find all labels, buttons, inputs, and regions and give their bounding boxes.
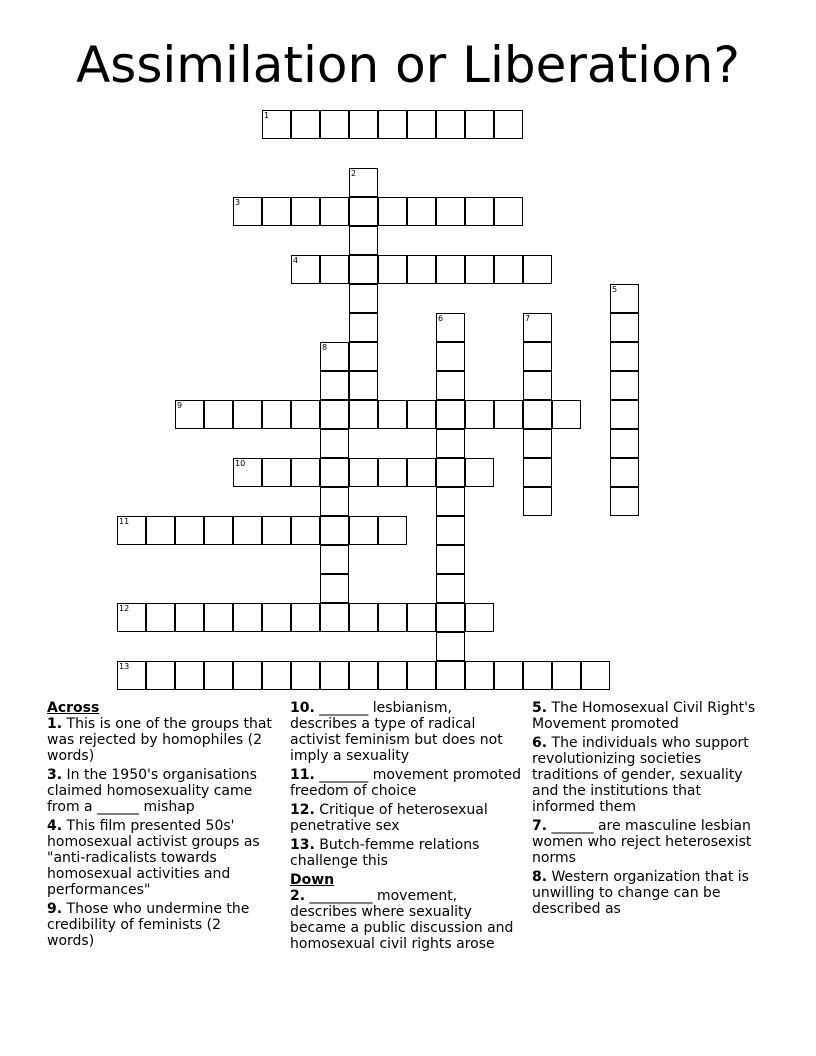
grid-cell[interactable]: [349, 284, 378, 313]
down-heading: Down: [290, 872, 335, 888]
grid-cell[interactable]: [320, 255, 349, 284]
grid-cell[interactable]: [523, 487, 552, 516]
grid-cell[interactable]: [581, 661, 610, 690]
grid-cell[interactable]: [349, 371, 378, 400]
grid-cell[interactable]: [465, 400, 494, 429]
grid-cell[interactable]: [523, 313, 552, 342]
grid-cell[interactable]: [436, 313, 465, 342]
grid-cell[interactable]: [349, 313, 378, 342]
grid-cell[interactable]: [610, 313, 639, 342]
clue-number: 3.: [47, 767, 63, 783]
grid-cell[interactable]: [204, 603, 233, 632]
grid-cell[interactable]: [349, 458, 378, 487]
clue-number-label: 9: [177, 401, 183, 410]
grid-cell[interactable]: [320, 545, 349, 574]
grid-cell[interactable]: [117, 516, 146, 545]
clue-text: Western organization that is unwilling to change can be described as: [532, 869, 749, 917]
clue-number-label: 11: [119, 517, 130, 526]
clue-number-label: 7: [525, 314, 531, 323]
grid-cell[interactable]: [407, 458, 436, 487]
clue-number-label: 13: [119, 662, 130, 671]
grid-cell[interactable]: [262, 197, 291, 226]
clue-item: [290, 802, 522, 834]
clue-number: 5.: [532, 700, 548, 716]
grid-cell[interactable]: [349, 603, 378, 632]
grid-cell[interactable]: [349, 110, 378, 139]
grid-cell[interactable]: [349, 168, 378, 197]
grid-cell[interactable]: [523, 342, 552, 371]
grid-cell[interactable]: [291, 197, 320, 226]
grid-cell[interactable]: [610, 400, 639, 429]
clue-item: [47, 767, 272, 815]
grid-cell[interactable]: [320, 603, 349, 632]
grid-cell[interactable]: [378, 603, 407, 632]
grid-cell[interactable]: [146, 661, 175, 690]
grid-cell[interactable]: [436, 516, 465, 545]
clue-text: Those who undermine the credibility of feminists (2 words): [47, 901, 250, 949]
grid-cell[interactable]: [436, 458, 465, 487]
grid-cell[interactable]: [262, 661, 291, 690]
grid-cell[interactable]: [407, 661, 436, 690]
grid-cell[interactable]: [552, 400, 581, 429]
clue-item: [532, 818, 757, 866]
grid-cell[interactable]: [175, 400, 204, 429]
grid-cell[interactable]: [233, 603, 262, 632]
clue-text: In the 1950's organisations claimed homosexuality came from a ______ mishap: [47, 767, 257, 815]
grid-cell[interactable]: [523, 458, 552, 487]
grid-cell[interactable]: [610, 371, 639, 400]
grid-cell[interactable]: [349, 226, 378, 255]
grid-cell[interactable]: [378, 661, 407, 690]
grid-cell[interactable]: [436, 197, 465, 226]
clue-item: [47, 818, 272, 898]
clue-column-3: [532, 700, 757, 920]
grid-cell[interactable]: [436, 545, 465, 574]
grid-cell[interactable]: [610, 487, 639, 516]
grid-cell[interactable]: [552, 661, 581, 690]
grid-cell[interactable]: [407, 603, 436, 632]
grid-cell[interactable]: [320, 487, 349, 516]
grid-cell[interactable]: [320, 574, 349, 603]
clue-text: The Homosexual Civil Right's Movement promoted: [532, 700, 756, 732]
clue-item: [290, 837, 522, 869]
grid-cell[interactable]: [320, 516, 349, 545]
grid-cell[interactable]: [610, 458, 639, 487]
grid-cell[interactable]: [465, 197, 494, 226]
grid-cell[interactable]: [378, 255, 407, 284]
clue-number-label: 12: [119, 604, 130, 613]
grid-cell[interactable]: [378, 516, 407, 545]
grid-cell[interactable]: [175, 516, 204, 545]
clue-number-label: 6: [438, 314, 444, 323]
grid-cell[interactable]: [436, 632, 465, 661]
clue-text: _________ movement, describes where sexuality became a public discussion and homosexual civil rights arose: [290, 888, 514, 952]
grid-cell[interactable]: [494, 400, 523, 429]
grid-cell[interactable]: [320, 400, 349, 429]
grid-cell[interactable]: [436, 371, 465, 400]
grid-cell[interactable]: [523, 255, 552, 284]
grid-cell[interactable]: [436, 574, 465, 603]
grid-cell[interactable]: [320, 110, 349, 139]
grid-cell[interactable]: [175, 603, 204, 632]
grid-cell[interactable]: [349, 197, 378, 226]
grid-cell[interactable]: [233, 661, 262, 690]
clue-item: [47, 901, 272, 949]
grid-cell[interactable]: [494, 255, 523, 284]
clue-item: [532, 735, 757, 815]
grid-cell[interactable]: [436, 342, 465, 371]
clue-number: 11.: [290, 767, 315, 783]
grid-cell[interactable]: [291, 400, 320, 429]
clue-number: 1.: [47, 716, 63, 732]
grid-cell[interactable]: [436, 603, 465, 632]
grid-cell[interactable]: [407, 197, 436, 226]
grid-cell[interactable]: [349, 400, 378, 429]
grid-cell[interactable]: [436, 661, 465, 690]
grid-cell[interactable]: [233, 458, 262, 487]
grid-cell[interactable]: [407, 255, 436, 284]
clue-number-label: 10: [235, 459, 246, 468]
clue-number: 9.: [47, 901, 63, 917]
clue-number: 8.: [532, 869, 548, 885]
clue-number: 10.: [290, 700, 315, 716]
grid-cell[interactable]: [233, 197, 262, 226]
grid-cell[interactable]: [291, 516, 320, 545]
grid-cell[interactable]: [320, 371, 349, 400]
grid-cell[interactable]: [465, 603, 494, 632]
grid-cell[interactable]: [378, 110, 407, 139]
grid-cell[interactable]: [320, 458, 349, 487]
grid-cell[interactable]: [349, 661, 378, 690]
grid-cell[interactable]: [291, 603, 320, 632]
clue-item: [290, 888, 522, 952]
clue-number: 12.: [290, 802, 315, 818]
clue-number: 2.: [290, 888, 306, 904]
grid-cell[interactable]: [465, 255, 494, 284]
grid-cell[interactable]: [407, 400, 436, 429]
puzzle-title: Assimilation or Liberation?: [76, 36, 740, 94]
grid-cell[interactable]: [320, 342, 349, 371]
grid-cell[interactable]: [349, 255, 378, 284]
grid-cell[interactable]: [175, 661, 204, 690]
grid-cell[interactable]: [262, 603, 291, 632]
grid-cell[interactable]: [291, 458, 320, 487]
clue-text: Butch-femme relations challenge this: [290, 837, 480, 869]
clue-item: [290, 767, 522, 799]
grid-cell[interactable]: [436, 400, 465, 429]
grid-cell[interactable]: [233, 516, 262, 545]
grid-cell[interactable]: [146, 516, 175, 545]
across-heading: Across: [47, 700, 100, 716]
grid-cell[interactable]: [117, 661, 146, 690]
grid-cell[interactable]: [610, 284, 639, 313]
grid-cell[interactable]: [117, 603, 146, 632]
grid-cell[interactable]: [407, 110, 436, 139]
grid-cell[interactable]: [320, 429, 349, 458]
grid-cell[interactable]: [494, 661, 523, 690]
grid-cell[interactable]: [233, 400, 262, 429]
grid-cell[interactable]: [494, 110, 523, 139]
grid-cell[interactable]: [465, 661, 494, 690]
grid-cell[interactable]: [146, 603, 175, 632]
grid-cell[interactable]: [610, 342, 639, 371]
clue-text: This is one of the groups that was rejected by homophiles (2 words): [47, 716, 272, 764]
clue-item: [290, 700, 522, 764]
clue-number-label: 4: [293, 256, 299, 265]
grid-cell[interactable]: [523, 400, 552, 429]
clue-number-label: 8: [322, 343, 328, 352]
clue-item: [532, 869, 757, 917]
clue-text: This film presented 50s' homosexual activist groups as "anti-radicalists towards homosexual activities and performances": [47, 818, 260, 898]
grid-cell[interactable]: [465, 110, 494, 139]
grid-cell[interactable]: [204, 516, 233, 545]
clue-text: _______ movement promoted freedom of choice: [290, 767, 521, 799]
grid-cell[interactable]: [349, 516, 378, 545]
grid-cell[interactable]: [291, 110, 320, 139]
grid-cell[interactable]: [378, 400, 407, 429]
grid-cell[interactable]: [204, 400, 233, 429]
grid-cell[interactable]: [378, 197, 407, 226]
grid-cell[interactable]: [494, 197, 523, 226]
grid-cell[interactable]: [291, 255, 320, 284]
clue-text: ______ are masculine lesbian women who reject heterosexist norms: [532, 818, 752, 866]
grid-cell[interactable]: [610, 429, 639, 458]
clue-number-label: 5: [612, 285, 618, 294]
clue-number: 7.: [532, 818, 548, 834]
grid-cell[interactable]: [436, 110, 465, 139]
grid-cell[interactable]: [291, 661, 320, 690]
grid-cell[interactable]: [262, 516, 291, 545]
clue-number: 6.: [532, 735, 548, 751]
grid-cell[interactable]: [436, 255, 465, 284]
grid-cell[interactable]: [378, 458, 407, 487]
grid-cell[interactable]: [320, 661, 349, 690]
grid-cell[interactable]: [320, 197, 349, 226]
clue-item: [47, 716, 272, 764]
grid-cell[interactable]: [523, 429, 552, 458]
clue-text: Critique of heterosexual penetrative sex: [290, 802, 488, 834]
clue-number-label: 1: [264, 111, 270, 120]
grid-cell[interactable]: [523, 371, 552, 400]
clue-number: 4.: [47, 818, 63, 834]
clue-number-label: 2: [351, 169, 357, 178]
grid-cell[interactable]: [523, 661, 552, 690]
grid-cell[interactable]: [436, 429, 465, 458]
grid-cell[interactable]: [262, 400, 291, 429]
grid-cell[interactable]: [262, 110, 291, 139]
clue-item: [532, 700, 757, 732]
clue-number: 13.: [290, 837, 315, 853]
clue-number-label: 3: [235, 198, 241, 207]
grid-cell[interactable]: [465, 458, 494, 487]
grid-cell[interactable]: [204, 661, 233, 690]
clue-text: The individuals who support revolutionizing societies traditions of gender, sexuality and the institutions that informed them: [532, 735, 749, 815]
grid-cell[interactable]: [436, 487, 465, 516]
clue-column-2: [290, 700, 522, 955]
clue-column-1: [47, 700, 272, 952]
clue-text: _______ lesbianism, describes a type of radical activist feminism but does not imply a sexuality: [290, 700, 503, 764]
grid-cell[interactable]: [262, 458, 291, 487]
grid-cell[interactable]: [349, 342, 378, 371]
